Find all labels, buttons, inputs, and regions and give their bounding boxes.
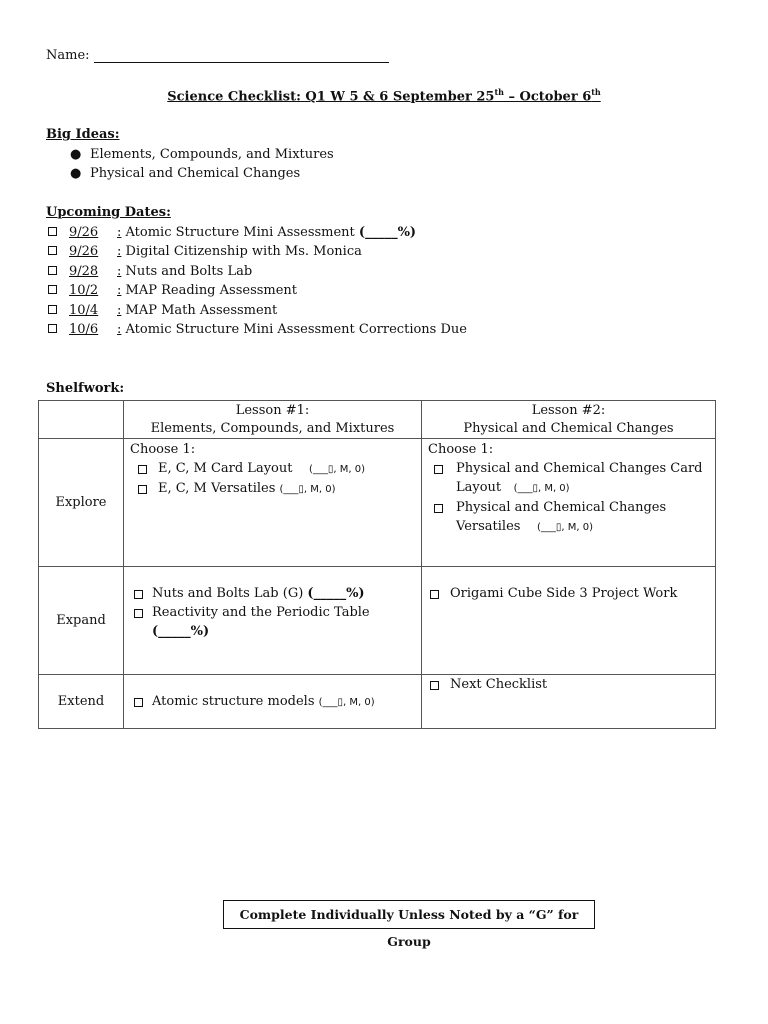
checkbox-icon[interactable] [134,590,143,599]
shelfwork-table [38,400,716,729]
checkbox-icon[interactable] [430,681,439,690]
checkbox-icon[interactable] [48,227,57,236]
expand-lesson-2-cell [422,567,716,675]
explore-lesson-2-cell [422,439,716,567]
big-ideas-heading: Big Ideas: [46,127,120,142]
checkbox-icon[interactable] [48,324,57,333]
shelfwork-heading: Shelfwork: [46,381,125,396]
name-label: Name: [46,48,90,63]
checkbox-icon[interactable] [48,266,57,275]
upcoming-dates-heading: Upcoming Dates: [46,205,171,220]
name-field-row [46,48,389,63]
big-idea-item: ● Physical and Chemical Changes [70,166,301,181]
row-label-expand: Expand [39,567,124,675]
checkbox-icon[interactable] [138,465,147,474]
list-item: Origami Cube Side 3 Project Work [422,584,715,603]
checkbox-icon[interactable] [48,285,57,294]
lesson-1-header: Lesson #1: Elements, Compounds, and Mixtures [124,401,422,439]
date-item: 10/6: Atomic Structure Mini Assessment Corrections Due [48,322,467,337]
checkbox-icon[interactable] [134,609,143,618]
extend-row [39,675,716,729]
big-idea-item: ● Elements, Compounds, and Mixtures [70,147,334,162]
checkbox-icon[interactable] [434,465,443,474]
list-item: E, C, M Versatiles (___▯, M, 0) [124,479,421,499]
expand-row [39,567,716,675]
bullet-icon: ● [70,166,82,181]
list-item: Physical and Chemical Changes Versatiles (___▯, M, 0) [422,498,715,537]
list-item: Nuts and Bolts Lab (G) (_____%) [124,584,421,603]
extend-lesson-2-cell [422,675,716,729]
group-note-box: Complete Individually Unless Noted by a “G” for Group [223,900,595,929]
date-item: 10/2: MAP Reading Assessment [48,283,297,298]
extend-lesson-1-cell [124,675,422,729]
choose-label: Choose 1: [428,442,494,457]
expand-lesson-1-cell [124,567,422,675]
checkbox-icon[interactable] [134,698,143,707]
checkbox-icon[interactable] [138,485,147,494]
list-item: Physical and Chemical Changes Card Layout (___▯, M, 0) [422,459,715,498]
table-header-row [39,401,716,439]
name-blank-line[interactable] [94,49,389,63]
date-item: 9/28: Nuts and Bolts Lab [48,264,252,279]
lesson-2-header: Lesson #2: Physical and Chemical Changes [422,401,716,439]
empty-corner-cell [39,401,124,439]
choose-label: Choose 1: [130,442,196,457]
checkbox-icon[interactable] [430,590,439,599]
date-item: 9/26: Digital Citizenship with Ms. Monica [48,244,362,259]
page-title: Science Checklist: Q1 W 5 & 6 September 25th – October 6th [167,87,601,105]
checkbox-icon[interactable] [48,246,57,255]
explore-row [39,439,716,567]
row-label-explore: Explore [39,439,124,567]
bullet-icon: ● [70,147,82,162]
explore-lesson-1-cell [124,439,422,567]
list-item: E, C, M Card Layout (___▯, M, 0) [124,459,421,479]
list-item: Next Checklist [422,675,715,694]
list-item: Reactivity and the Periodic Table (_____%) [124,603,421,641]
date-item: 10/4: MAP Math Assessment [48,303,277,318]
row-label-extend: Extend [39,675,124,729]
list-item: Atomic structure models (___▯, M, 0) [124,692,421,712]
date-item: 9/26: Atomic Structure Mini Assessment (_____%) [48,225,416,240]
checkbox-icon[interactable] [48,305,57,314]
checkbox-icon[interactable] [434,504,443,513]
